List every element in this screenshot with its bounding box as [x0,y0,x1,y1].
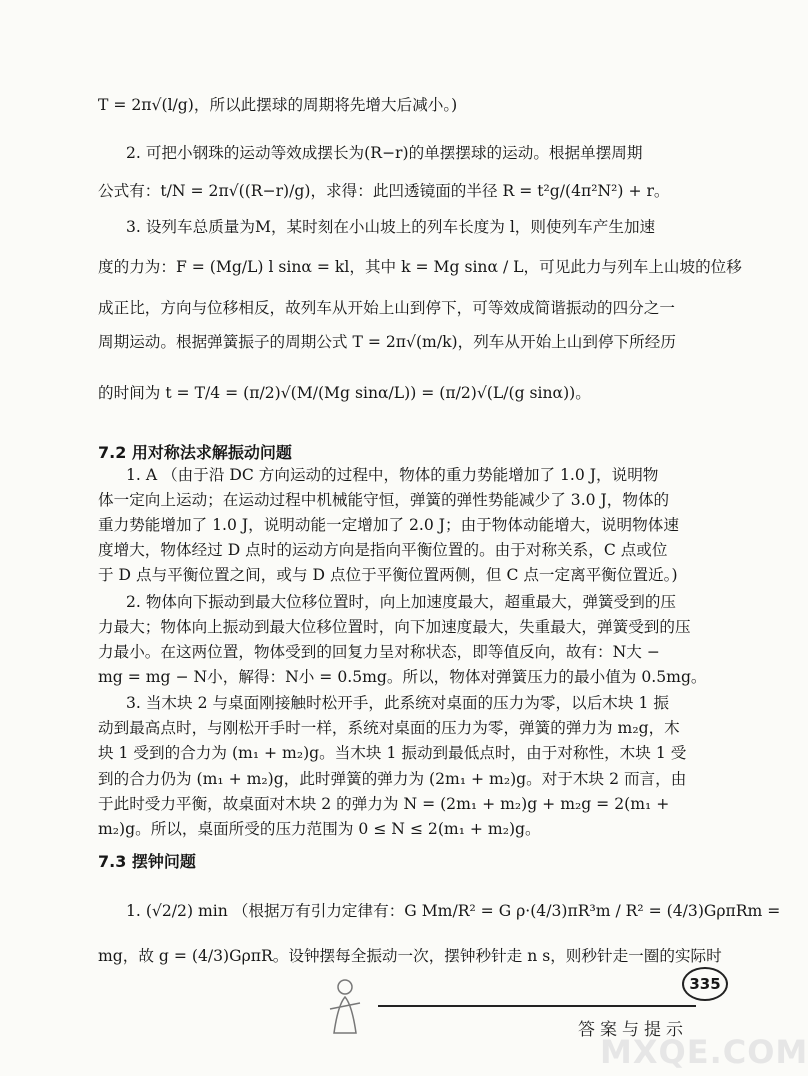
text-line: 成正比，方向与位移相反，故列车从开始上山到停下，可等效成简谐振动的四分之一 [98,299,675,317]
text-line: 度的力为：F = (Mg/L) l sinα = kl，其中 k = Mg sinα / L，可见此力与列车上山坡的位移 [98,258,742,276]
text-line: 3. 设列车总质量为M，某时刻在小山坡上的列车长度为 l，则使列车产生加速 [126,218,656,236]
text-line: 块 1 受到的合力为 (m₁ + m₂)g。当木块 1 振动到最低点时，由于对称性，木块 1 受 [98,744,687,762]
text-line: 度增大，物体经过 D 点时的运动方向是指向平衡位置的。由于对称关系，C 点或位 [98,541,668,559]
text-line: 到的合力仍为 (m₁ + m₂)g，此时弹簧的弹力为 (2m₁ + m₂)g。对于木块 2 而言，由 [98,770,687,788]
text-line: 的时间为 t = T/4 = (π/2)√(M/(Mg sinα/L)) = (π/2)√(L/(g sinα))。 [98,384,591,402]
text-line: 重力势能增加了 1.0 J，说明动能一定增加了 2.0 J；由于物体动能增大，说明物体速 [98,516,679,534]
text-line: 3. 当木块 2 与桌面刚接触时松开手，此系统对桌面的压力为零，以后木块 1 振 [126,694,669,712]
text-line: 力最小。在这两位置，物体受到的回复力呈对称状态，即等值反向，故有：N大 − [98,643,660,661]
watermark: MXQE.COM [600,1033,808,1071]
text-line: mg = mg − N小，解得：N小 = 0.5mg。所以，物体对弹簧压力的最小值为 0.5mg。 [98,668,707,686]
scholar-figure-icon [320,975,370,1035]
text-line: m₂)g。所以，桌面所受的压力范围为 0 ≤ N ≤ 2(m₁ + m₂)g。 [98,820,541,838]
text-line: 1. (√2/2) min （根据万有引力定律有：G Mm/R² = G ρ·(4/3)πR³m / R² = (4/3)GρπRm = [126,902,781,920]
text-line: T = 2π√(l/g)，所以此摆球的周期将先增大后减小。) [98,96,458,114]
text-line: 2. 可把小钢珠的运动等效成摆长为(R−r)的单摆摆球的运动。根据单摆周期 [126,144,643,162]
footer-label: 答案与提示 [578,1020,688,1040]
footer-rule [378,1005,696,1007]
text-line: 体一定向上运动；在运动过程中机械能守恒，弹簧的弹性势能减少了 3.0 J，物体的 [98,491,670,509]
text-line: 于此时受力平衡，故桌面对木块 2 的弹力为 N = (2m₁ + m₂)g + m₂g = 2(m₁ + [98,795,670,813]
text-line: 公式有：t/N = 2π√((R−r)/g)，求得：此凹透镜面的半径 R = t²g/(4π²N²) + r。 [98,182,670,200]
text-line: 2. 物体向下振动到最大位移位置时，向上加速度最大，超重最大，弹簧受到的压 [126,593,677,611]
text-line: 于 D 点与平衡位置之间，或与 D 点位于平衡位置两侧，但 C 点一定离平衡位置近。) [98,566,678,584]
text-line: 力最大；物体向上振动到最大位移位置时，向下加速度最大，失重最大，弹簧受到的压 [98,618,691,636]
text-line: 周期运动。根据弹簧振子的周期公式 T = 2π√(m/k)，列车从开始上山到停下所经历 [98,333,676,351]
text-line: mg，故 g = (4/3)GρπR。设钟摆每全振动一次，摆钟秒针走 n s，则秒针走一圈的实际时 [98,947,722,965]
text-line: 动到最高点时，与刚松开手时一样，系统对桌面的压力为零，弹簧的弹力为 m₂g，木 [98,719,680,737]
section-heading-7-2: 7.2 用对称法求解振动问题 [98,443,292,462]
page-number-badge: 335 [682,967,728,1001]
text-line: 1. A （由于沿 DC 方向运动的过程中，物体的重力势能增加了 1.0 J，说明物 [126,466,659,484]
section-heading-7-3: 7.3 摆钟问题 [98,852,196,871]
